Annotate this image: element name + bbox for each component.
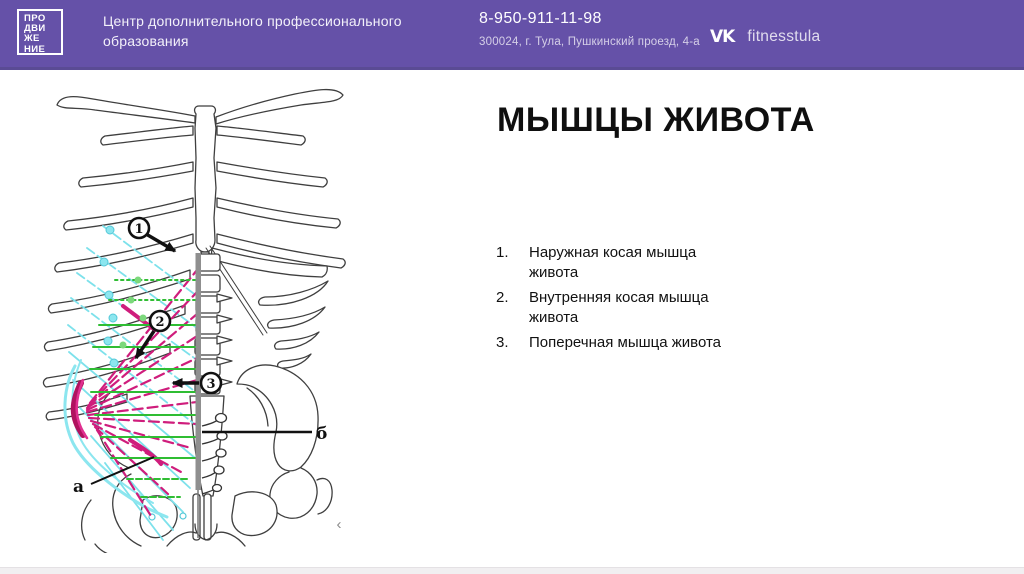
list-item-label: Наружная косая мышца живота [529,244,697,281]
muscle-list [496,243,734,359]
vk-icon[interactable]: VK [710,27,735,47]
list-item-label: Поперечная мышца живота [529,334,722,351]
list-item [496,333,734,353]
previous-slide-chevron[interactable]: ‹ [336,516,342,533]
list-item-label: Внутренняя косая мышца живота [529,289,709,326]
logo-line: НИЕ [24,43,46,55]
prodvizhenie-logo[interactable] [17,9,63,55]
logo-line: ЖЕ [24,33,40,45]
postal-address: 300024, г. Тула, Пушкинский проезд, 4-а [479,36,700,48]
slide-title: МЫШЦЫ ЖИВОТА [497,101,815,139]
list-item [496,288,734,327]
marker-2-number: 2 [155,315,165,330]
social-handle[interactable]: fitnesstula [747,28,821,45]
list-item-number: 3. [496,334,509,351]
label-a: а [73,477,85,497]
list-item-number: 1. [496,244,509,261]
skeleton-outline [43,90,345,553]
site-header [0,0,1024,70]
logo-line: ПРО [24,13,46,24]
page-bottom-edge [0,567,1024,574]
marker-3-number: 3 [206,377,216,392]
label-b: б [316,424,328,444]
list-item [496,243,734,282]
marker-1-number: 1 [134,222,144,237]
logo-line: ДВИ [24,23,46,35]
phone-number[interactable]: 8-950-911-11-98 [479,10,602,27]
organization-name: Центр дополнительного профессионального образования [103,13,402,49]
social-link[interactable] [710,27,820,47]
abdominal-muscles-diagram [35,88,350,553]
midline-bar [196,253,202,490]
list-item-number: 2. [496,289,509,306]
